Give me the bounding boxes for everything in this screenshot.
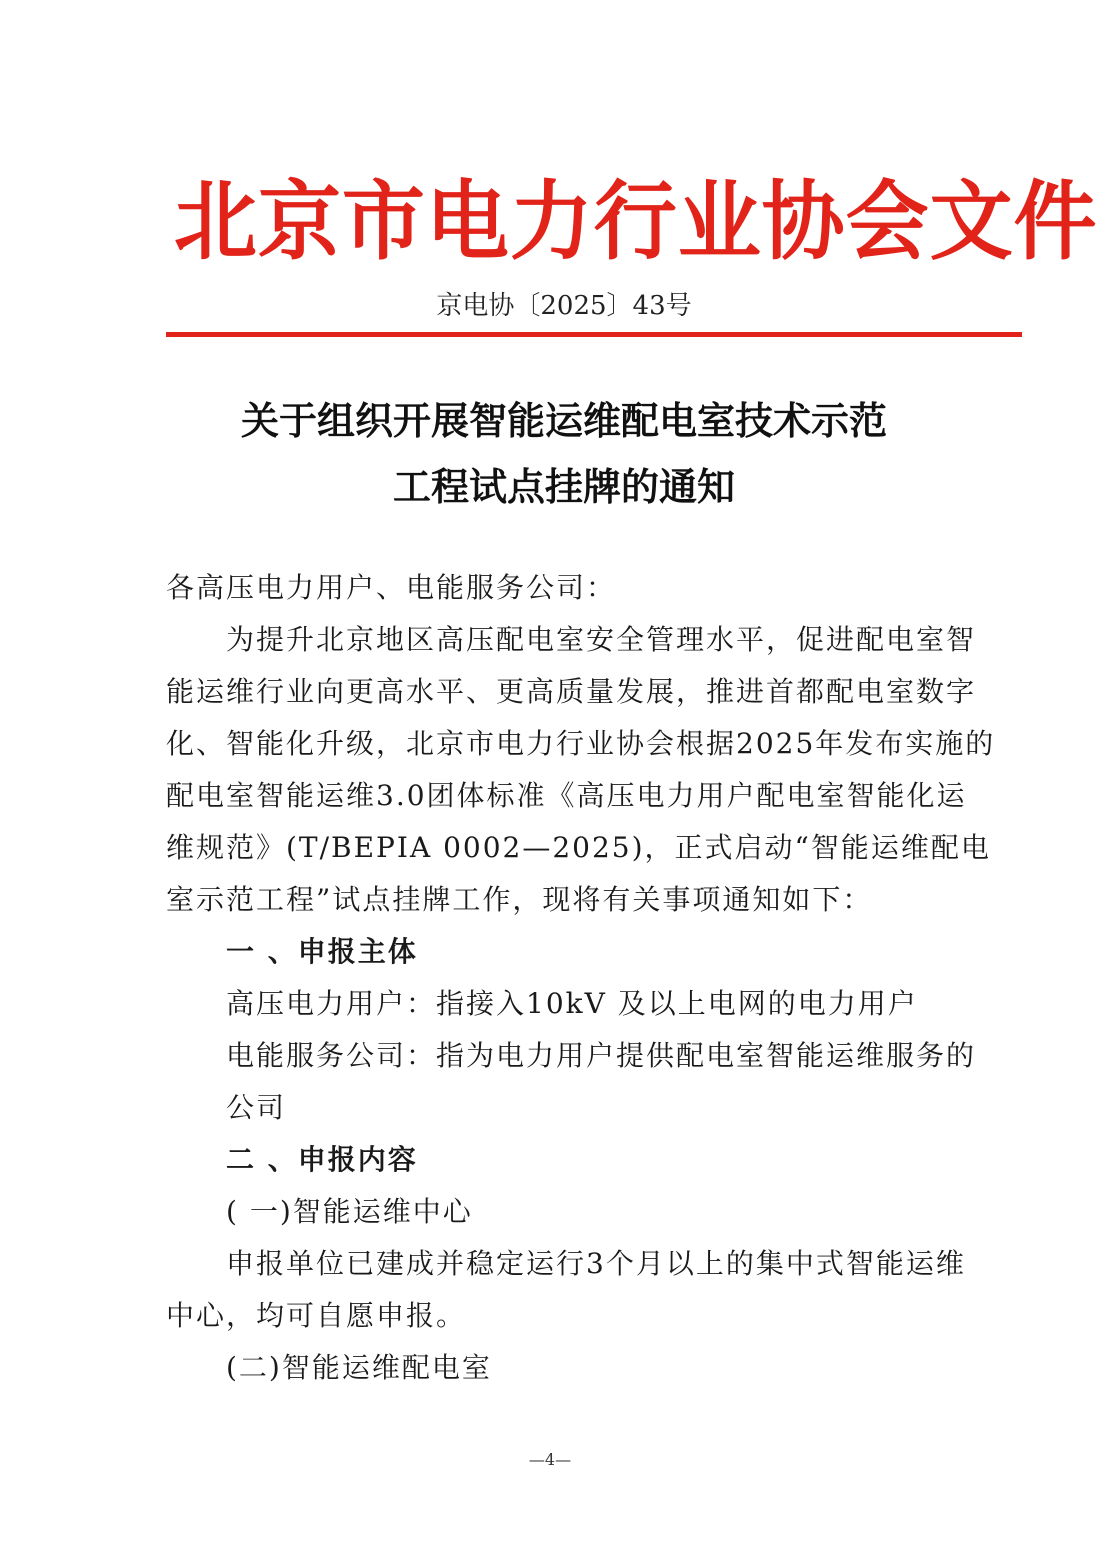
intro-line: 维规范》(T/BEPIA 0002—2025)，正式启动“智能运维配电 <box>166 831 991 864</box>
section-heading-applicants: 一 、申报主体 <box>226 935 418 968</box>
notice-title-line-1: 关于组织开展智能运维配电室技术示范 <box>240 399 887 443</box>
document-number: 京电协〔2025〕43号 <box>436 291 692 321</box>
applicant-energy-service: 电能服务公司：指为电力用户提供配电室智能运维服务的 <box>226 1039 977 1072</box>
intro-line: 为提升北京地区高压配电室安全管理水平，促进配电室智 <box>226 623 977 656</box>
salutation: 各高压电力用户、电能服务公司： <box>166 571 617 604</box>
section-heading-content: 二 、申报内容 <box>226 1143 418 1176</box>
intro-line: 室示范工程”试点挂牌工作，现将有关事项通知如下： <box>166 883 873 916</box>
red-divider-line <box>166 332 1022 337</box>
page-number: —4— <box>528 1450 572 1469</box>
ops-center-text: 申报单位已建成并稳定运行3个月以上的集中式智能运维 <box>226 1247 966 1280</box>
subsection-smart-room: (二)智能运维配电室 <box>226 1351 492 1384</box>
intro-line: 配电室智能运维3.0团体标准《高压电力用户配电室智能化运 <box>166 779 967 812</box>
ops-center-text-cont: 中心，均可自愿申报。 <box>166 1299 467 1332</box>
masthead-title: 北京市电力行业协会文件 <box>174 172 1098 272</box>
applicant-energy-service-cont: 公司 <box>226 1091 287 1124</box>
applicant-hv-users: 高压电力用户：指接入10kV 及以上电网的电力用户 <box>226 987 918 1020</box>
subsection-ops-center: ( 一)智能运维中心 <box>226 1195 473 1228</box>
intro-line: 化、智能化升级，北京市电力行业协会根据2025年发布实施的 <box>166 727 996 760</box>
intro-line: 能运维行业向更高水平、更高质量发展，推进首都配电室数字 <box>166 675 977 708</box>
notice-title-line-2: 工程试点挂牌的通知 <box>392 465 735 509</box>
